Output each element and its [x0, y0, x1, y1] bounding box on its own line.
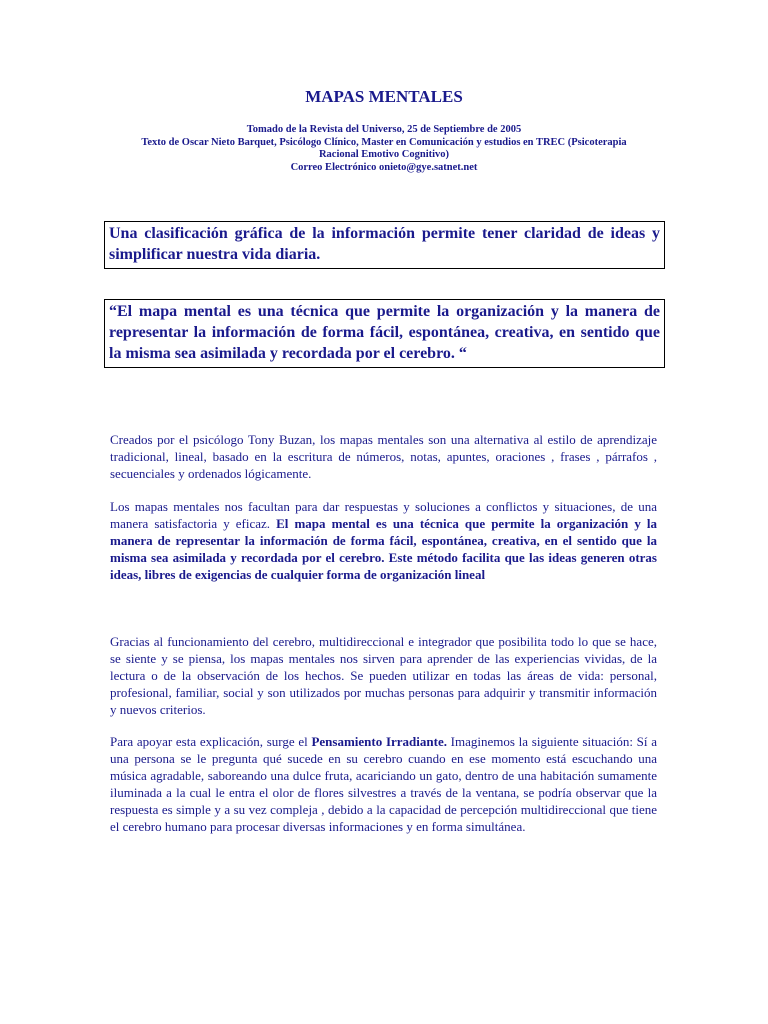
quote-box: “El mapa mental es una técnica que permite la organización y la manera de representar la información de forma fácil, espontánea, creativa, en sentido que la misma sea asimilada y recordada por el cerebro. “	[104, 299, 665, 368]
paragraph-definition	[110, 498, 657, 583]
paragraph-radiant-thinking	[110, 733, 657, 835]
summary-box: Una clasificación gráfica de la información permite tener claridad de ideas y simplificar nuestra vida diaria.	[104, 221, 665, 269]
email-line: Correo Electrónico onieto@gye.satnet.net	[290, 161, 478, 173]
document-title: MAPAS MENTALES	[305, 87, 463, 106]
source-line: Tomado de la Revista del Universo, 25 de Septiembre de 2005	[246, 124, 522, 135]
author-line: Texto de Oscar Nieto Barquet, Psicólogo Clínico, Master en Comunicación y estudios en TREC (Psicoterapia	[141, 136, 627, 148]
source-info	[110, 124, 658, 174]
paragraph-brain-function: Gracias al funcionamiento del cerebro, multidireccional e integrador que posibilita todo lo que se hace, se siente y se piensa, los mapas mentales nos sirven para aprender de las experiencias vividas, de la lectura o de la observación de los hechos. Se pueden utilizar en todas las áreas de vida: personal, profesional, familiar, social y son utilizados por muchas personas para adquirir y transmitir información y nuevos criterios.	[110, 634, 657, 717]
author-line-continued: Racional Emotivo Cognitivo)	[318, 149, 450, 160]
radiant-thinking-term: Pensamiento Irradiante.	[311, 734, 447, 749]
paragraph-radiant-thinking-end: Imaginemos la siguiente situación: Sí a una persona se le pregunta qué sucede en su cerebro cuando en ese momento está escuchando una música agradable, saboreando una dulce fruta, acariciando un gato, dentro de una habitación sumamente iluminada a la cual le entra el olor de flores silvestres a través de la ventana, se podría observar que la respuesta es simple y a su vez compleja , debido a la capacidad de percepción multidireccional que tiene el cerebro humano para procesar diversas informaciones y en forma simultánea.	[110, 734, 657, 834]
paragraph-radiant-thinking-start: Para apoyar esta explicación, surge el	[110, 734, 312, 749]
paragraph-definition-normal: Los mapas mentales nos facultan para dar respuestas y soluciones a conflictos y situaciones, de una manera satisfactoria y eficaz.	[110, 499, 657, 531]
paragraph-definition-bold: El mapa mental es una técnica que permite la organización y la manera de representar la información de forma fácil, espontánea, creativa, en el sentido que la misma sea asimilada y recordada por el cerebro. Este método facilita que las ideas generen otras ideas, libres de exigencias de cualquier forma de organización lineal	[110, 516, 658, 582]
paragraph-intro: Creados por el psicólogo Tony Buzan, los mapas mentales son una alternativa al estilo de aprendizaje tradicional, lineal, basado en la escritura de números, notas, apuntes, oraciones , frases , párrafos , secuenciales y ordenados lógicamente.	[110, 432, 657, 481]
